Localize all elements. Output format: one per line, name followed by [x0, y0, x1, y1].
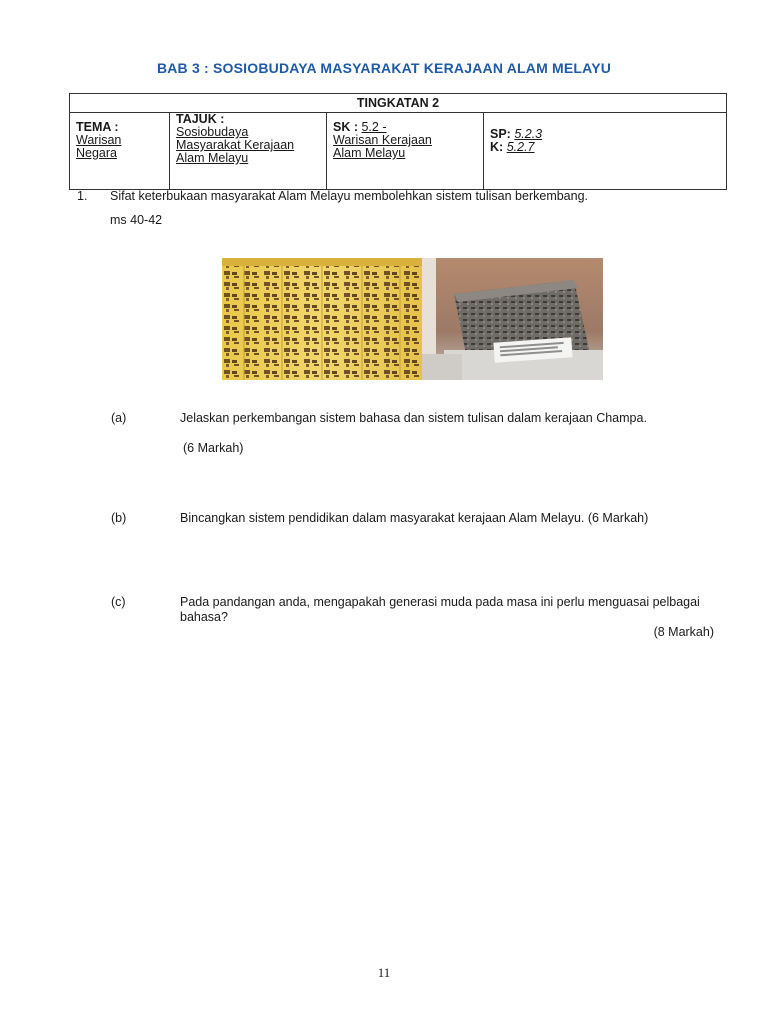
sk-value-line1: Warisan Kerajaan	[333, 133, 432, 147]
subquestion-b-text: Bincangkan sistem pendidikan dalam masyarakat kerajaan Alam Melayu. (6 Markah)	[180, 511, 649, 525]
tema-label: TEMA :	[76, 120, 119, 134]
tajuk-cell	[170, 113, 327, 190]
page-reference: ms 40-42	[110, 213, 163, 227]
subquestion-c-text: Pada pandangan anda, mengapakah generasi muda pada masa ini perlu menguasai pelbagai bahasa?	[180, 595, 700, 624]
sp-value: 5.2.3	[514, 127, 543, 141]
tajuk-label: TAJUK :	[176, 112, 225, 126]
subquestion-a-label: (a)	[111, 411, 127, 425]
info-table	[69, 93, 727, 190]
subquestion-a-marks: (6 Markah)	[183, 441, 244, 455]
sk-value-line2: Alam Melayu	[333, 146, 406, 160]
page-number: 11	[377, 965, 391, 980]
tajuk-value-line2: Masyarakat Kerajaan	[176, 138, 295, 152]
sk-cell	[327, 113, 484, 190]
subquestion-a-text: Jelaskan perkembangan sistem bahasa dan sistem tulisan dalam kerajaan Champa.	[180, 411, 647, 425]
tema-value-line1: Warisan	[76, 133, 122, 147]
k-value: 5.2.7	[506, 140, 535, 154]
tema-value-line2: Negara	[76, 146, 117, 160]
script-artifact-photo	[222, 258, 603, 380]
sk-label: SK :	[333, 120, 358, 134]
sp-cell	[484, 113, 727, 190]
table-header: TINGKATAN 2	[70, 94, 727, 113]
sk-code: 5.2 -	[361, 120, 387, 134]
subquestion-c-label: (c)	[111, 595, 126, 609]
tema-cell	[70, 113, 170, 190]
k-label: K:	[490, 140, 504, 154]
subquestion-b-label: (b)	[111, 511, 127, 525]
sp-label: SP:	[490, 127, 511, 141]
tajuk-value-line1: Sosiobudaya	[176, 125, 249, 139]
question-text: Sifat keterbukaan masyarakat Alam Melayu membolehkan sistem tulisan berkembang.	[110, 189, 589, 203]
subquestion-c-marks: (8 Markah)	[653, 625, 714, 639]
question-number: 1.	[77, 189, 88, 203]
tajuk-value-line3: Alam Melayu	[176, 151, 249, 165]
chapter-title: BAB 3 : SOSIOBUDAYA MASYARAKAT KERAJAAN ALAM MELAYU	[156, 60, 612, 76]
